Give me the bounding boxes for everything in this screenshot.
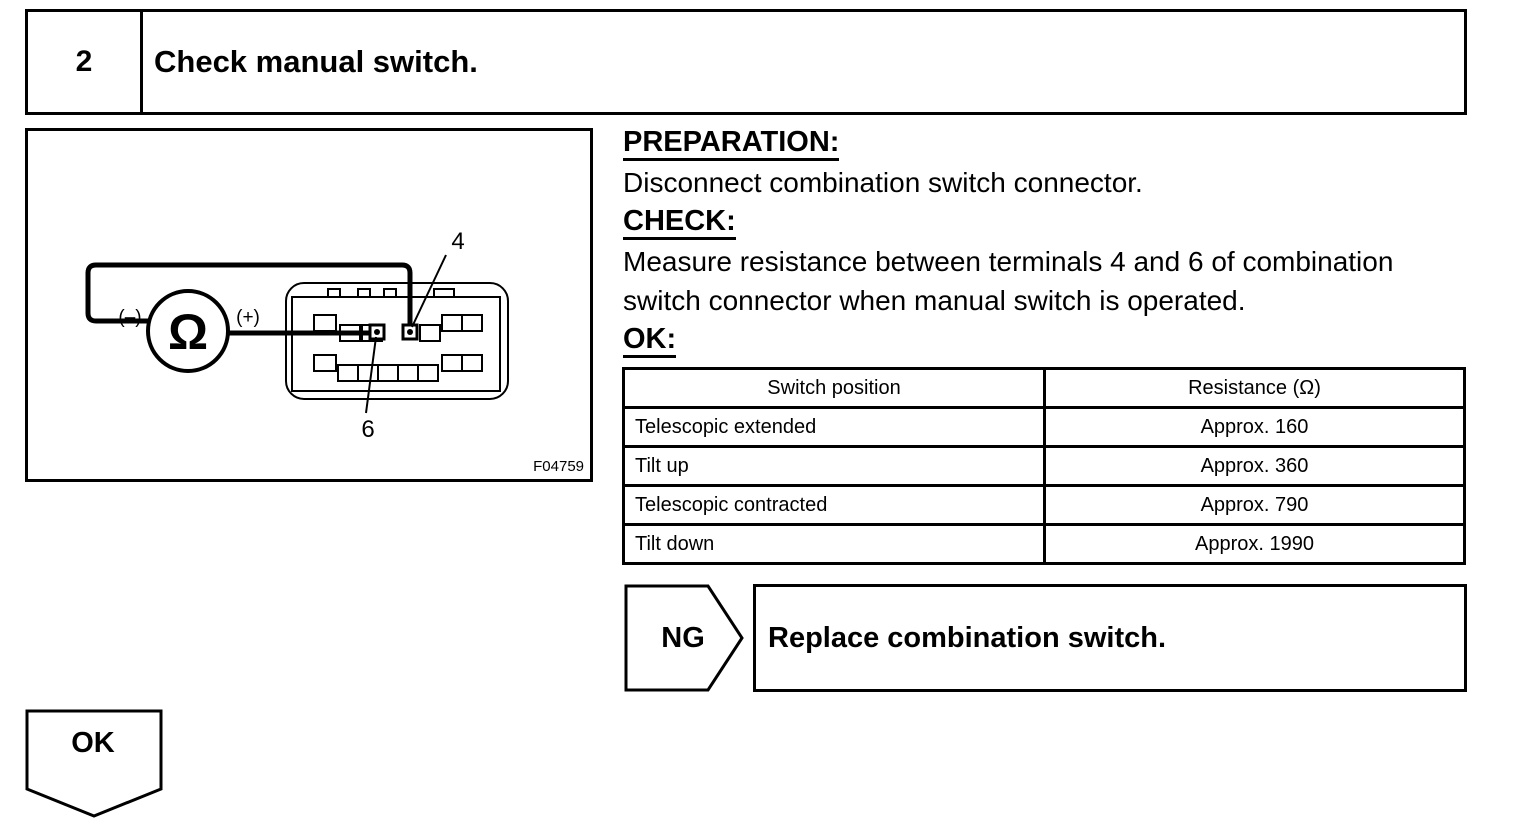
step-number: 2 xyxy=(28,12,143,112)
terminal-4-label: 4 xyxy=(451,228,465,255)
check-heading: CHECK: xyxy=(623,205,736,240)
column-header-switch-position: Switch position xyxy=(624,369,1045,408)
connector-body xyxy=(292,297,500,391)
resistance-cell: Approx. 1990 xyxy=(1045,525,1465,564)
upper-pin-row xyxy=(314,315,482,341)
table-row xyxy=(624,486,1465,525)
table-row xyxy=(624,447,1465,486)
ng-flow xyxy=(624,584,1467,692)
preparation-text: Disconnect combination switch connector. xyxy=(623,167,1143,198)
check-text-line1: Measure resistance between terminals 4 and 6 of combination xyxy=(623,246,1394,277)
connector-latch xyxy=(328,289,454,297)
ok-label: OK xyxy=(71,727,115,759)
check-text-line2: switch connector when manual switch is operated. xyxy=(623,285,1246,316)
preparation-heading: PREPARATION: xyxy=(623,126,839,161)
ok-down-arrow-icon xyxy=(25,709,165,819)
resistance-cell: Approx. 160 xyxy=(1045,408,1465,447)
ng-action: Replace combination switch. xyxy=(753,584,1467,692)
lower-pin-row xyxy=(314,355,482,381)
meter-symbol: Ω xyxy=(167,304,209,360)
ng-label: NG xyxy=(661,621,705,654)
figure-code: F04759 xyxy=(533,458,584,475)
table-header-row xyxy=(624,369,1465,408)
wiring-figure xyxy=(25,128,593,482)
plus-label: (+) xyxy=(236,307,260,328)
switch-position-cell: Telescopic contracted xyxy=(624,486,1045,525)
switch-position-cell: Tilt down xyxy=(624,525,1045,564)
switch-position-cell: Telescopic extended xyxy=(624,408,1045,447)
terminal-6-label: 6 xyxy=(361,416,375,443)
switch-position-cell: Tilt up xyxy=(624,447,1045,486)
step-header xyxy=(25,9,1467,115)
leader-terminal-4 xyxy=(412,255,446,327)
resistance-cell: Approx. 790 xyxy=(1045,486,1465,525)
step-title: Check manual switch. xyxy=(154,44,478,79)
resistance-table xyxy=(622,367,1466,565)
ohmmeter-diagram xyxy=(28,131,590,479)
minus-label: (–) xyxy=(118,307,142,328)
table-row xyxy=(624,525,1465,564)
resistance-cell: Approx. 360 xyxy=(1045,447,1465,486)
table-row xyxy=(624,408,1465,447)
leader-terminal-6 xyxy=(366,337,376,413)
column-header-resistance: Resistance (Ω) xyxy=(1045,369,1465,408)
ok-flow xyxy=(25,709,165,819)
ok-heading: OK: xyxy=(623,323,676,358)
